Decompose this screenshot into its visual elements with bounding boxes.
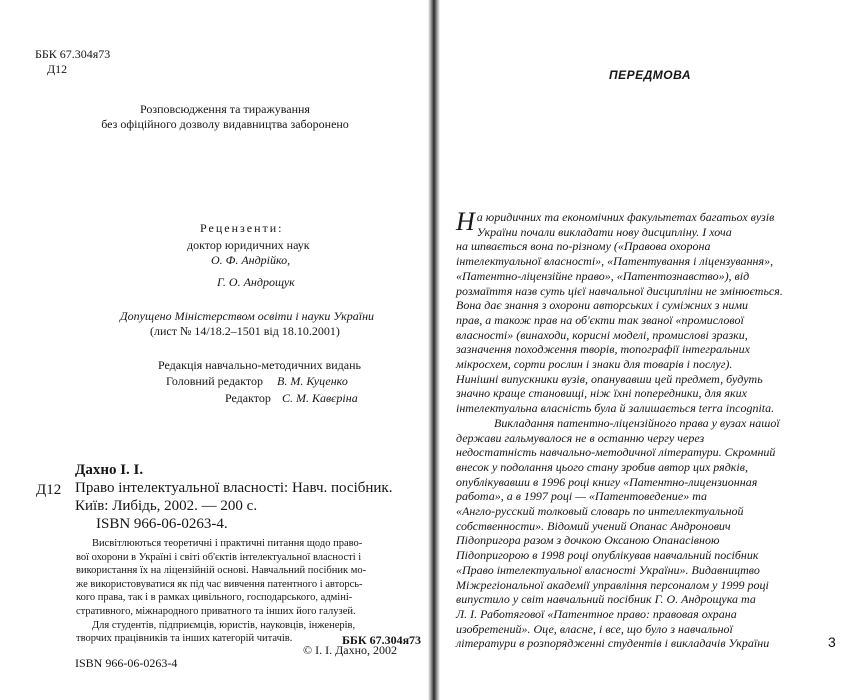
annotation-line: творчих працівників та інших категорій читачів. <box>76 633 293 645</box>
catalog-author: Дахно І. І. <box>75 462 144 478</box>
left-page <box>0 0 428 700</box>
foreword-line: розмаїття назв суть цієї навчальної дисципліни не змінюється. <box>456 283 783 298</box>
foreword-line: власності» (винаходи, корисні моделі, промислові зразки, <box>456 327 748 342</box>
approval-line-2: (лист № 14/18.2–1501 від 18.10.2001) <box>150 324 340 338</box>
foreword-line: інтелектуальна власність була й залишається terra incognita. <box>456 401 775 416</box>
foreword-line: зазначення походження творів, топографії інтегральних <box>456 342 750 357</box>
chief-editor-label: Головний редактор <box>166 374 264 388</box>
foreword-line: прав, а також прав на об'єкти так званої «промислової <box>456 312 744 327</box>
annotation-line: Висвітлюються теоретичні і практичні питання щодо право- <box>92 538 363 549</box>
annotation-line: вої охорони в Україні і світі об'єктів інтелектуальної власності і <box>76 551 362 563</box>
editor-name: С. М. Кавєріна <box>282 391 358 405</box>
chief-editor-name: В. М. Куценко <box>277 374 348 388</box>
foreword-line: літератури в розпорядженні студентів і викладачів України <box>456 636 770 651</box>
approval-line-1: Допущено Міністерством освіти і науки України <box>120 309 375 323</box>
index-code-top: Д12 <box>47 62 68 76</box>
right-page <box>440 0 868 700</box>
reviewers-title: Рецензенти: <box>200 221 284 235</box>
catalog-index: Д12 <box>36 482 62 498</box>
editorial-office: Редакція навчально-методичних видань <box>158 358 362 372</box>
annotation-line: же використовуватися як під час вивчення патентного і авторсь- <box>76 578 363 590</box>
reviewer-degree: доктор юридичних наук <box>187 238 310 252</box>
foreword-line: «Англо-русский толковый словарь по интеллектуальной <box>456 504 744 519</box>
foreword-line: Л. І. Работягової «Патентное право: правовая охрана <box>456 606 737 621</box>
distribution-notice-line-2: без офіційного дозволу видавництва заборонено <box>101 117 349 131</box>
copyright: © І. І. Дахно, 2002 <box>303 643 398 657</box>
annotation-block <box>76 537 426 646</box>
foreword-line: работа», а в 1997 році — «Патентоведение» та <box>456 489 708 504</box>
annotation-line: Для студентів, підприємців, юристів, науковців, інженерів, <box>92 619 356 631</box>
foreword-line: на шпвається вона по-різному («Правова охорона <box>456 239 711 254</box>
foreword-line: України почали викладати нову дисципліну. І хоча <box>476 224 732 239</box>
book-spine-shadow <box>428 0 440 700</box>
reviewer-name-1: О. Ф. Андрійко, <box>211 253 291 267</box>
foreword-line: держави гальмувалося не в останню чергу через <box>456 430 705 445</box>
distribution-notice-line-1: Розповсюдження та тиражування <box>140 102 310 116</box>
reviewer-name-2: Г. О. Андрощук <box>217 275 295 289</box>
foreword-line: Міжрегіональної академії управління персоналом у 1999 році <box>456 577 769 592</box>
annotation-line: використання їх на ліцензійній основі. Навчальний посібник мо- <box>76 565 367 577</box>
foreword-text <box>456 207 866 651</box>
page-number: 3 <box>828 634 836 650</box>
foreword-line: мікросхем, сорти рослин і знаки для товарів і послуг). <box>456 357 733 372</box>
foreword-line: изобретений». Оце, власне, і все, що було з навчальної <box>456 621 733 636</box>
bbk-code-top: ББК 67.304я73 <box>35 47 111 61</box>
foreword-line: а юридичних та економічних факультетах багатьох вузів <box>476 210 775 224</box>
foreword-line: інтелектуальної власності», «Патентування і ліцензування», <box>456 254 774 269</box>
foreword-line: Підопригора разом з дочкою Оксаною Опанасівною <box>456 533 720 548</box>
foreword-line: недостатність навчально-методичної літератури. Скромний <box>456 445 776 460</box>
foreword-line: опублікувавши в 1996 році книгу «Патентно-лицензионная <box>456 474 758 489</box>
foreword-line: внесок у подолання цього стану зробив автор цих рядків, <box>456 459 748 474</box>
annotation-line: стративного, міжнародного приватного та інших його галузей. <box>76 605 356 617</box>
catalog-isbn: ISBN 966-06-0263-4. <box>96 516 228 532</box>
foreword-line: собственности». Відомий учений Опанас Андронович <box>456 518 731 533</box>
foreword-line: Підопригорою в 1998 році опублікував навчальний посібник <box>456 548 759 563</box>
foreword-line: значно краще становищі, ніж їхні попередники, для яких <box>456 386 747 401</box>
foreword-line: «Право інтелектуальної власності України». Видавництво <box>456 562 760 577</box>
foreword-line: Нинішні випускники вузів, опанувавши цей предмет, будуть <box>456 371 763 386</box>
drop-cap: Н <box>456 207 475 236</box>
isbn-bottom: ISBN 966-06-0263-4 <box>75 656 178 670</box>
catalog-publisher-line: Київ: Либідь, 2002. — 200 с. <box>75 498 258 514</box>
editor-label: Редактор <box>225 391 271 405</box>
annotation-line: кого права, так і в рамках цивільного, господарського, адміні- <box>76 592 353 604</box>
foreword-line: «Патентно-ліцензійне право», «Патентознавство»), від <box>456 268 750 283</box>
foreword-line: Вона дає знання з охорони авторських і суміжних з ними <box>456 298 749 313</box>
foreword-line: випустило у світ навчальний посібник Г. О. Андрощука та <box>456 592 756 607</box>
bbk-code-bottom: ББК 67.304я73 <box>342 633 422 647</box>
foreword-line: Викладання патентно-ліцензійного права у вузах нашої <box>494 415 780 430</box>
catalog-title-line: Право інтелектуальної власності: Навч. посібник. <box>75 480 393 496</box>
foreword-heading: ПЕРЕДМОВА <box>609 68 692 82</box>
